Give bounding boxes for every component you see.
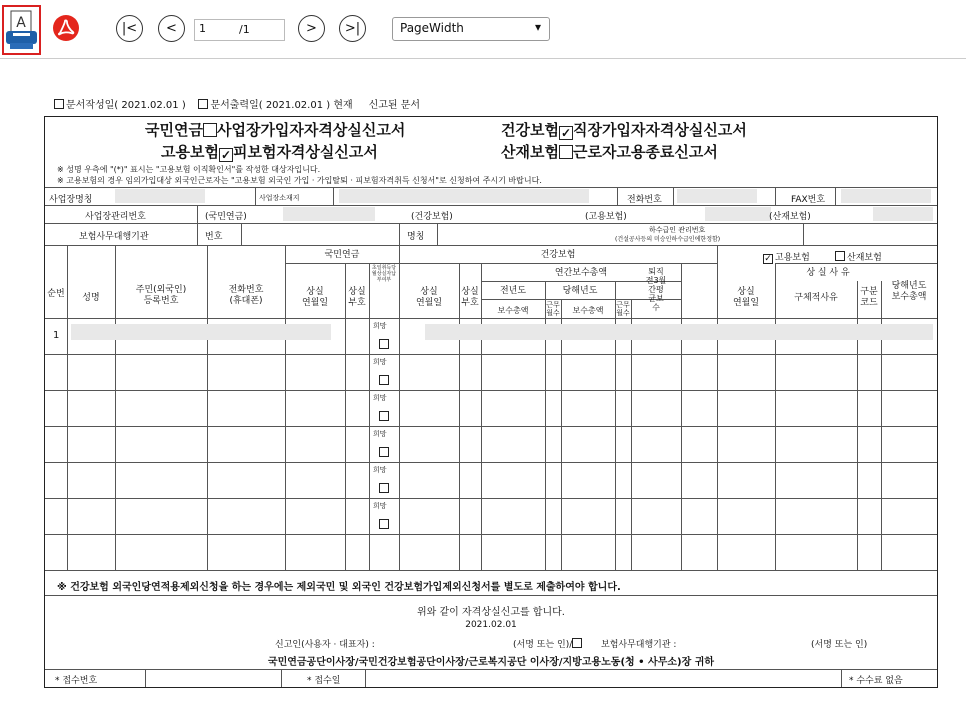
sign-2: (서명 또는 인)	[811, 640, 868, 650]
title-hi: 건강보험 ✓ 직장가입자자격상실신고서	[501, 121, 747, 140]
code-label-2: 코드	[860, 298, 878, 308]
cur-work-months: 근무월수	[616, 301, 630, 317]
recipient: 국민연금공단이사장/국민건강보험공단이사장/근로복지공단 이사장/지방고용노동(청 • 사무소)장 귀하	[267, 657, 715, 668]
next-page-icon: >	[306, 21, 317, 36]
np-loss-code: 상실	[348, 287, 366, 297]
ei-checkbox: ✓	[220, 148, 231, 162]
loss-reason: 상 실 사 유	[806, 268, 850, 278]
svg-text:A: A	[16, 15, 26, 31]
col-no: 순번	[47, 289, 65, 299]
ia-check-label: 산재보험	[835, 250, 882, 263]
np-loss-code-2: 부호	[348, 298, 366, 308]
doc-header	[54, 96, 420, 111]
code-label: 구분	[860, 287, 878, 297]
written-checkbox	[54, 99, 64, 109]
prev-work-months: 근무월수	[546, 301, 560, 317]
ia-label: (산재보험)	[769, 212, 811, 222]
hi-head: 건강보험	[540, 250, 576, 260]
ei-loss-date-2: 연월일	[732, 298, 760, 308]
sub-mgmt-label2: (건설공사등의 미승인하수급인에한정함)	[615, 236, 721, 243]
hope-label: 희망	[373, 466, 387, 474]
printer-icon	[4, 7, 39, 53]
hope-checkbox	[379, 375, 389, 385]
print-button[interactable]	[2, 5, 41, 55]
np-loss-date: 상실	[306, 287, 324, 297]
hope-label: 희망	[373, 502, 387, 510]
ei-label: (고용보험)	[585, 212, 627, 222]
ia-checkbox	[559, 145, 573, 159]
biz-addr-label: 사업장소재지	[259, 194, 300, 202]
first-page-button[interactable]	[116, 15, 143, 42]
hi-loss-date: 상실	[420, 287, 438, 297]
hi-loss-date-2: 연월일	[415, 298, 443, 308]
chevron-down-icon: ▾	[534, 20, 541, 34]
agency-no-label: 번호	[205, 232, 223, 242]
avg3: 퇴직전3월간평균보수	[645, 267, 667, 312]
annual-total: 연간보수총액	[554, 268, 608, 278]
note-2: ※ 고용보험의 경우 임의가입대상 외국인근로자는 "고용보험 외국인 가입 · 가입탈퇴 · 피보험자격취득 신청서"로 신청하여 주시기 바랍니다.	[57, 176, 542, 185]
cur-year: 당해년도	[562, 286, 598, 296]
prev-year: 전년도	[499, 286, 527, 296]
np-loss-date-2: 연월일	[301, 298, 329, 308]
zoom-value: PageWidth	[400, 21, 464, 35]
tel-label: 전화번호	[627, 195, 662, 205]
hope-label: 희망	[373, 394, 387, 402]
receipt-no: * 접수번호	[55, 676, 98, 686]
title-ei: 고용보험 ✓ 피보험자격상실신고서	[161, 143, 378, 162]
zoom-select[interactable]	[392, 17, 550, 41]
prev-page-icon: <	[166, 21, 177, 36]
hi-checkbox: ✓	[560, 126, 571, 140]
total-pages: /1	[239, 23, 250, 36]
col-rrn: 주민(외국인)	[135, 285, 187, 295]
page-number-input[interactable]	[194, 19, 285, 41]
fax-label: FAX번호	[791, 195, 826, 205]
current-page: 1	[199, 22, 206, 35]
np-pay: 초일취득당월상실자납부여부	[371, 265, 397, 283]
hope-label: 희망	[373, 322, 387, 330]
cur-pay-2: 보수총액	[891, 292, 927, 302]
hope-checkbox	[379, 519, 389, 529]
first-page-icon: |<	[121, 21, 138, 36]
hope-checkbox	[379, 483, 389, 493]
col-phone: 전화번호	[228, 285, 264, 295]
row1-no: 1	[53, 330, 60, 341]
hope-label: 희망	[373, 358, 387, 366]
written-date: 문서작성일( 2021.02.01 )	[66, 100, 186, 111]
footnote: ※ 건강보험 외국인당연적용제외신청을 하는 경우에는 제외국민 및 외국인 건강보험가입제외신청서를 별도로 제출하여야 합니다.	[57, 582, 621, 593]
report-date: 2021.02.01	[465, 620, 517, 630]
col-rrn-2: 등록번호	[143, 296, 179, 306]
title-ia: 산재보험 근로자고용종료신고서	[501, 143, 718, 161]
printed-checkbox	[198, 99, 208, 109]
declare-text: 위와 같이 자격상실신고를 합니다.	[417, 607, 565, 618]
mgmt-no-label: 사업장관리번호	[85, 212, 146, 222]
prev-pay-total: 보수총액	[497, 306, 529, 315]
cur-pay: 당해년도	[891, 281, 927, 291]
pdf-icon	[52, 14, 80, 42]
next-page-button[interactable]	[298, 15, 325, 42]
last-page-icon: >|	[344, 21, 361, 36]
prev-page-button[interactable]	[158, 15, 185, 42]
hope-label: 희망	[373, 430, 387, 438]
reporter-label: 신고인(사용자 · 대표자) :	[275, 640, 375, 650]
biz-name-label: 사업장명칭	[49, 195, 93, 205]
np-head: 국민연금	[324, 250, 360, 260]
hope-checkbox	[379, 339, 389, 349]
hi-loss-code-2: 부호	[461, 298, 479, 308]
title-np: 국민연금 사업장가입자자격상실신고서	[145, 121, 406, 139]
np-checkbox	[203, 123, 217, 137]
cur-pay-total: 보수총액	[572, 306, 604, 315]
printed-date: 문서출력일( 2021.02.01 ) 현재	[210, 100, 353, 111]
note-1: ※ 성명 우측에 "(*)" 표시는 "고용보험 이직확인서"를 작성한 대상자입니다.	[57, 165, 321, 174]
agency2-label: 보험사무대행기관 :	[601, 640, 677, 650]
hi-loss-code: 상실	[461, 287, 479, 297]
col-phone-2: (휴대폰)	[229, 296, 263, 306]
hi-label: (건강보험)	[411, 212, 453, 222]
reported-label: 신고된 문서	[368, 100, 421, 111]
ei-loss-date: 상실	[737, 287, 755, 297]
ei-check-label: ✓ 고용보험	[764, 253, 810, 264]
sign-1: (서명 또는 인)/	[513, 637, 584, 650]
agency-label: 보험사무대행기관	[79, 232, 149, 242]
receipt-date: * 접수일	[307, 676, 341, 686]
agency-name-label: 명칭	[407, 232, 425, 242]
report-toolbar	[0, 0, 966, 59]
col-name: 성명	[82, 293, 100, 303]
loss-report-form	[44, 116, 938, 688]
fee: * 수수료 없음	[849, 676, 903, 686]
sub-mgmt-label: 하수급인 관리번호	[649, 226, 706, 234]
hope-checkbox	[379, 447, 389, 457]
pdf-export-button[interactable]	[52, 14, 80, 42]
np-label: (국민연금)	[205, 212, 247, 222]
last-page-button[interactable]	[339, 15, 366, 42]
reason-detail: 구체적사유	[794, 293, 838, 303]
hope-checkbox	[379, 411, 389, 421]
